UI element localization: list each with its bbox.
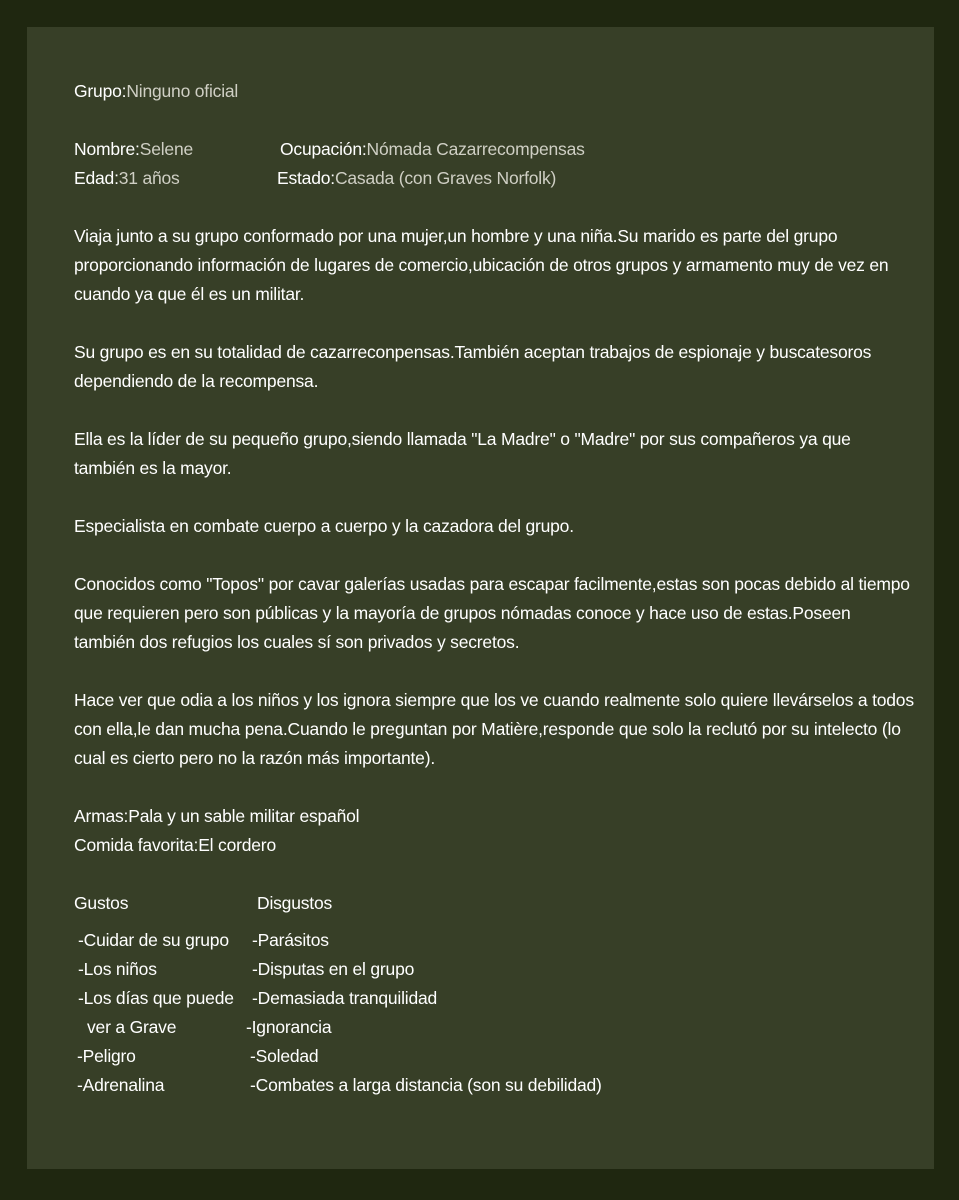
likes-dislikes-row (74, 1071, 914, 1100)
spacer (74, 657, 914, 686)
spacer (74, 309, 914, 338)
likes-dislikes-header-row (74, 889, 914, 926)
age-value: 31 años (118, 168, 180, 188)
profile-card (27, 27, 934, 1169)
name-label: Nombre: (74, 139, 140, 159)
likes-item: -Peligro (77, 1046, 136, 1066)
dislikes-item: -Disputas en el grupo (252, 959, 415, 979)
likes-dislikes-row (74, 926, 914, 955)
status-value: Casada (con Graves Norfolk) (334, 168, 557, 188)
dislikes-item: -Soledad (250, 1046, 319, 1066)
spacer (74, 541, 914, 570)
likes-item: -Cuidar de su grupo (78, 930, 229, 950)
age-label: Edad: (74, 168, 119, 188)
spacer (74, 773, 914, 802)
spacer (74, 106, 914, 135)
paragraph-children: Hace ver que odia a los niños y los ignora siempre que los ve cuando realmente solo quiere llevárselos a todos con ella,le dan mucha pena.Cuando le preguntan por Matière,responde que solo la reclutó por su intelecto (lo cual es cierto pero no la razón más importante). (74, 690, 914, 768)
likes-item: -Adrenalina (77, 1075, 165, 1095)
occupation-value: Nómada Cazarrecompensas (366, 139, 585, 159)
favorite-food-line: Comida favorita:El cordero (74, 835, 276, 855)
likes-dislikes-row (74, 955, 914, 984)
spacer (74, 483, 914, 512)
spacer (74, 860, 914, 889)
paragraph-specialist: Especialista en combate cuerpo a cuerpo y la cazadora del grupo. (74, 516, 574, 536)
paragraph-group-work: Su grupo es en su totalidad de cazarreconpensas.También aceptan trabajos de espionaje y buscatesoros dependiendo de la recompensa. (74, 342, 872, 391)
name-occupation-row (74, 135, 914, 164)
spacer (74, 193, 914, 222)
group-label: Grupo: (74, 81, 127, 101)
group-row (74, 77, 914, 106)
likes-item: -Los días que puede (78, 988, 234, 1008)
likes-dislikes-row (74, 1042, 914, 1071)
likes-dislikes-row (74, 1013, 914, 1042)
dislikes-item: -Parásitos (252, 930, 329, 950)
paragraph-group-description: Viaja junto a su grupo conformado por una mujer,un hombre y una niña.Su marido es parte del grupo proporcionando información de lugares de comercio,ubicación de otros grupos y armamento muy de vez en cuando ya que él es un militar. (74, 226, 889, 304)
dislikes-header: Disgustos (257, 893, 333, 913)
name-value: Selene (139, 139, 194, 159)
group-value: Ninguno oficial (126, 81, 239, 101)
paragraph-leader: Ella es la líder de su pequeño grupo,siendo llamada "La Madre" o "Madre" por sus compañeros ya que también es la mayor. (74, 429, 851, 478)
spacer (74, 396, 914, 425)
dislikes-item: -Ignorancia (246, 1017, 332, 1037)
dislikes-item: -Demasiada tranquilidad (252, 988, 438, 1008)
likes-item: -Los niños (78, 959, 157, 979)
weapons-line: Armas:Pala y un sable militar español (74, 806, 360, 826)
age-status-row (74, 164, 914, 193)
dislikes-item: -Combates a larga distancia (son su debilidad) (250, 1075, 602, 1095)
status-label: Estado: (277, 168, 335, 188)
occupation-label: Ocupación: (280, 139, 367, 159)
likes-dislikes-row (74, 984, 914, 1013)
profile-content (74, 77, 914, 1100)
likes-item: ver a Grave (87, 1017, 177, 1037)
likes-header: Gustos (74, 893, 129, 913)
paragraph-topos: Conocidos como "Topos" por cavar galerías usadas para escapar facilmente,estas son pocas debido al tiempo que requieren pero son públicas y la mayoría de grupos nómadas conoce y hace uso de estas.Poseen también dos refugios los cuales sí son privados y secretos. (74, 574, 910, 652)
